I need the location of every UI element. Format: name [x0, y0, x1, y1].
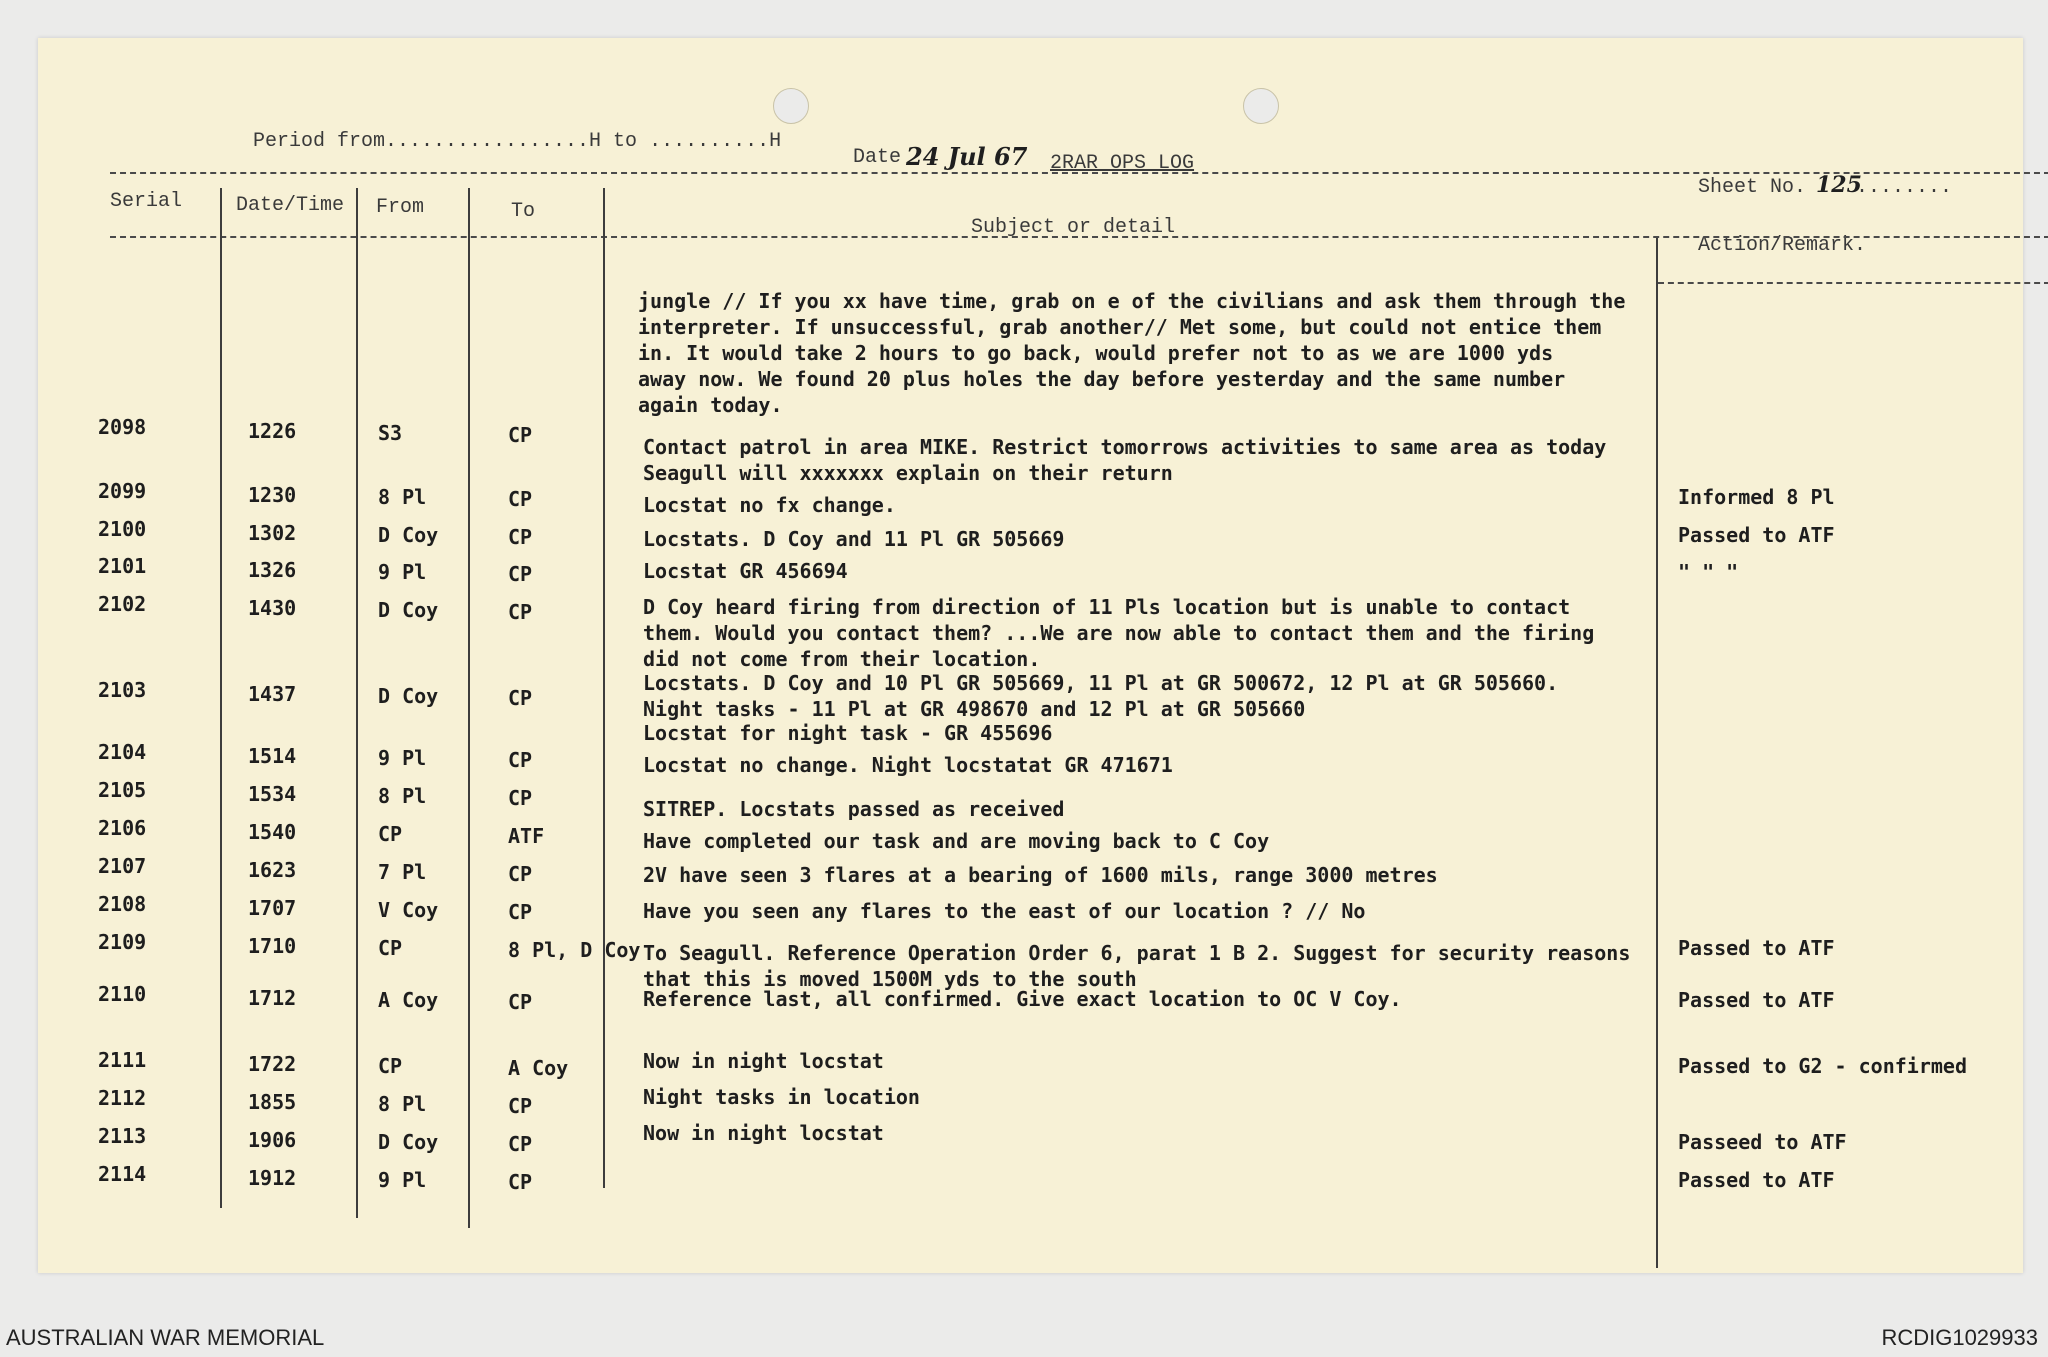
sheet-dots: ........	[1856, 176, 1953, 199]
row-time: 1230	[248, 483, 297, 507]
row-detail: Locstats. D Coy and 10 Pl GR 505669, 11 Pl at GR 500672, 12 Pl at GR 505660. Night tasks - 11 Pl at GR 498670 and 12 Pl at GR 505660	[643, 671, 1559, 721]
row-from: CP	[378, 936, 403, 960]
row-detail: Have completed our task and are moving back to C Coy	[643, 829, 1270, 853]
row-to: CP	[508, 1094, 533, 1118]
row-time: 1712	[248, 986, 297, 1010]
archive-credit: AUSTRALIAN WAR MEMORIAL	[6, 1325, 325, 1350]
row-to: CP	[508, 562, 533, 586]
column-divider	[220, 188, 222, 1208]
row-serial: 2101	[98, 554, 147, 578]
header-rule-bottom	[110, 236, 2048, 238]
continuation-text: jungle // If you xx have time, grab on e of the civilians and ask them through the interpreter. If unsuccessful, grab another// Met some, but could not entice them in. It would take 2 hours to go back, would prefer not to as we are 1000 yds away now. We found 20 plus holes the day before yesterday and the same number again today.	[638, 289, 1626, 417]
row-from: A Coy	[378, 988, 439, 1012]
row-action: Passed to G2 - confirmed	[1678, 1054, 1967, 1078]
row-serial: 2102	[98, 592, 147, 616]
row-to: CP	[508, 686, 533, 710]
row-to: CP	[508, 423, 533, 447]
row-from: D Coy	[378, 523, 439, 547]
sheet-label: Sheet No.	[1698, 176, 1807, 199]
row-serial: 2103	[98, 678, 147, 702]
row-to: CP	[508, 748, 533, 772]
row-to: CP	[508, 862, 533, 886]
row-time: 1302	[248, 521, 297, 545]
period-field: Period from.................H to ..........H	[253, 130, 782, 153]
row-from: 8 Pl	[378, 784, 427, 808]
row-from: 9 Pl	[378, 560, 427, 584]
row-detail: Have you seen any flares to the east of our location ? // No	[643, 899, 1366, 923]
row-from: D Coy	[378, 684, 439, 708]
row-time: 1326	[248, 558, 297, 582]
row-serial: 2100	[98, 517, 147, 541]
row-serial: 2114	[98, 1162, 147, 1186]
row-serial: 2106	[98, 816, 147, 840]
row-detail: Reference last, all confirmed. Give exact location to OC V Coy.	[643, 987, 1402, 1011]
row-to: CP	[508, 525, 533, 549]
row-detail: SITREP. Locstats passed as received	[643, 797, 1065, 821]
row-detail: Night tasks in location	[643, 1085, 920, 1109]
row-time: 1710	[248, 934, 297, 958]
row-detail: Now in night locstat	[643, 1049, 884, 1073]
row-action: Passed to ATF	[1678, 1168, 1835, 1192]
column-header-to: To	[511, 200, 536, 223]
row-to: 8 Pl, D Coy	[508, 938, 641, 962]
row-from: 9 Pl	[378, 1168, 427, 1192]
row-serial: 2113	[98, 1124, 147, 1148]
row-action: Passed to ATF	[1678, 523, 1835, 547]
row-time: 1430	[248, 596, 297, 620]
row-time: 1623	[248, 858, 297, 882]
row-time: 1534	[248, 782, 297, 806]
column-header-action: Action/Remark.	[1698, 234, 1867, 257]
row-from: D Coy	[378, 598, 439, 622]
column-header-from: From	[376, 196, 425, 219]
row-time: 1722	[248, 1052, 297, 1076]
row-to: CP	[508, 1132, 533, 1156]
row-time: 1226	[248, 419, 297, 443]
column-divider	[468, 188, 470, 1228]
row-from: V Coy	[378, 898, 439, 922]
row-serial: 2107	[98, 854, 147, 878]
row-from: D Coy	[378, 1130, 439, 1154]
row-action: Informed 8 Pl	[1678, 485, 1835, 509]
row-time: 1912	[248, 1166, 297, 1190]
row-detail: Contact patrol in area MIKE. Restrict tomorrows activities to same area as today Seagull will xxxxxxx explain on their return	[643, 435, 1607, 485]
archive-id: RCDIG1029933	[1881, 1325, 2038, 1350]
column-header-subject: Subject or detail	[971, 216, 1176, 239]
row-from: 8 Pl	[378, 485, 427, 509]
row-to: CP	[508, 1170, 533, 1194]
row-serial: 2110	[98, 982, 147, 1006]
row-detail: Locstat no change. Night locstatat GR 471671	[643, 753, 1173, 777]
row-to: CP	[508, 600, 533, 624]
ops-log-sheet	[38, 38, 2023, 1273]
column-divider	[603, 188, 605, 1188]
row-to: CP	[508, 487, 533, 511]
row-detail: D Coy heard firing from direction of 11 Pls location but is unable to contact them. Would you contact them? ...We are now able to contact them and the firing did not come from their location.	[643, 595, 1595, 671]
row-time: 1855	[248, 1090, 297, 1114]
row-serial: 2111	[98, 1048, 147, 1072]
row-detail: Locstat no fx change.	[643, 493, 896, 517]
row-from: 7 Pl	[378, 860, 427, 884]
row-from: 8 Pl	[378, 1092, 427, 1116]
row-detail: Locstat GR 456694	[643, 559, 848, 583]
date-value: 24 Jul 67	[906, 142, 1028, 171]
sheet-number: 125	[1816, 172, 1862, 198]
row-serial: 2099	[98, 479, 147, 503]
row-time: 1540	[248, 820, 297, 844]
log-title: 2RAR OPS LOG	[1050, 152, 1195, 175]
row-from: S3	[378, 421, 403, 445]
row-detail: To Seagull. Reference Operation Order 6, parat 1 B 2. Suggest for security reasons that this is moved 1500M yds to the south	[643, 941, 1631, 991]
row-from: CP	[378, 822, 403, 846]
row-detail: 2V have seen 3 flares at a bearing of 1600 mils, range 3000 metres	[643, 863, 1438, 887]
row-time: 1514	[248, 744, 297, 768]
row-serial: 2098	[98, 415, 147, 439]
row-serial: 2112	[98, 1086, 147, 1110]
row-time: 1906	[248, 1128, 297, 1152]
punch-hole	[773, 88, 809, 124]
punch-hole	[1243, 88, 1279, 124]
row-serial: 2105	[98, 778, 147, 802]
row-time: 1707	[248, 896, 297, 920]
row-action: Passed to ATF	[1678, 936, 1835, 960]
date-label: Date	[853, 146, 902, 169]
row-detail: Locstats. D Coy and 11 Pl GR 505669	[643, 527, 1065, 551]
row-time: 1437	[248, 682, 297, 706]
row-to: ATF	[508, 824, 545, 848]
column-divider	[1656, 238, 1658, 1268]
header-rule-top	[110, 172, 2048, 174]
row-to: CP	[508, 990, 533, 1014]
column-header-datetime: Date/Time	[236, 194, 345, 217]
row-serial: 2108	[98, 892, 147, 916]
row-to: A Coy	[508, 1056, 569, 1080]
row-to: CP	[508, 786, 533, 810]
row-detail: Now in night locstat	[643, 1121, 884, 1145]
row-serial: 2104	[98, 740, 147, 764]
column-header-serial: Serial	[110, 190, 183, 213]
row-from: CP	[378, 1054, 403, 1078]
row-serial: 2109	[98, 930, 147, 954]
row-action: Passed to ATF	[1678, 988, 1835, 1012]
action-rule	[1658, 282, 2048, 284]
row-detail: Locstat for night task - GR 455696	[643, 721, 1053, 745]
row-from: 9 Pl	[378, 746, 427, 770]
row-action: Passeed to ATF	[1678, 1130, 1847, 1154]
column-divider	[356, 188, 358, 1218]
row-to: CP	[508, 900, 533, 924]
row-action: " " "	[1678, 560, 1739, 584]
